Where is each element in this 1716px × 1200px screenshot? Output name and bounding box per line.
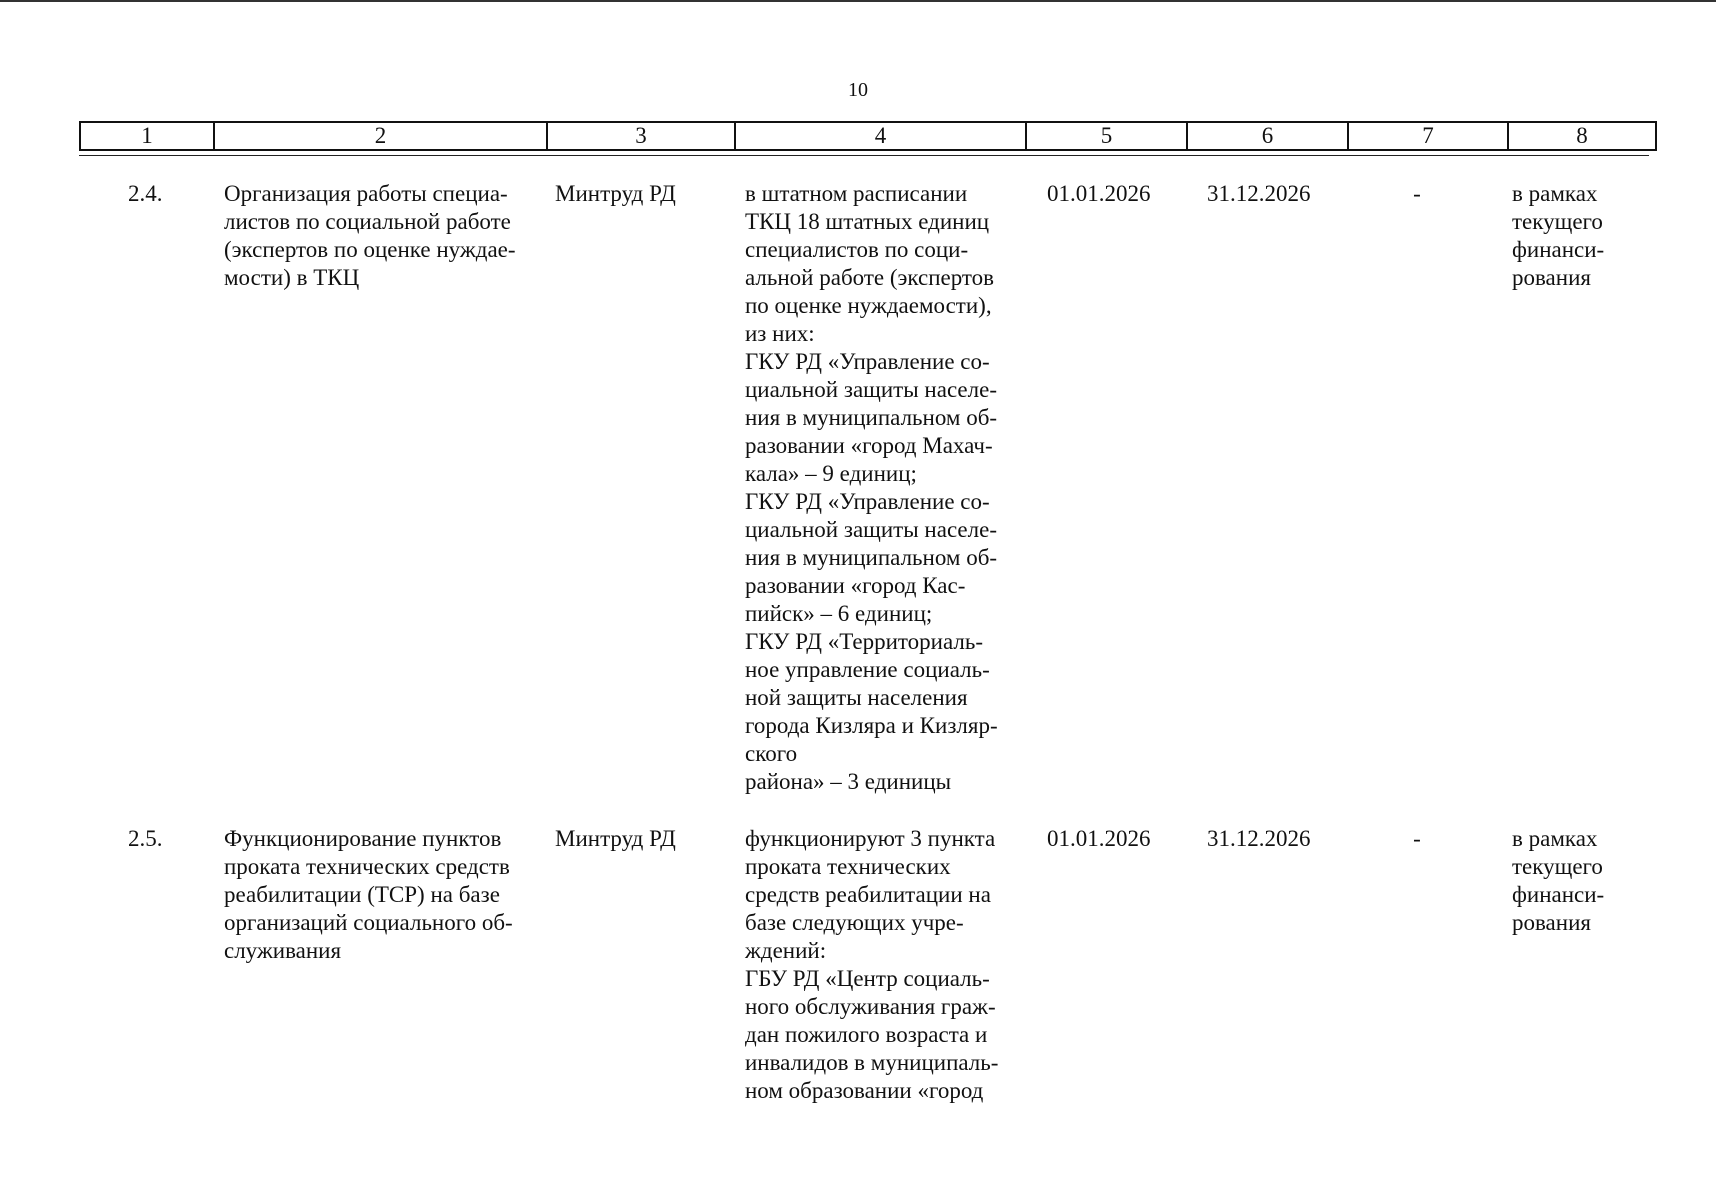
top-scan-edge xyxy=(0,0,1716,2)
financing-text: в рамках текущего финанси- рования xyxy=(1512,826,1605,935)
header-underline xyxy=(79,155,1649,156)
end-date: 31.12.2026 xyxy=(1207,181,1311,206)
start-date: 01.01.2026 xyxy=(1047,826,1151,851)
responsible-text: Минтруд РД xyxy=(555,826,676,851)
activity-text: Организация работы специа- листов по социальной работе (экспертов по оценке нуждае- мости) в ТКЦ xyxy=(224,181,516,290)
start-date: 01.01.2026 xyxy=(1047,181,1151,206)
responsible-text: Минтруд РД xyxy=(555,181,676,206)
header-col-2: 2 xyxy=(214,122,547,150)
header-col-6: 6 xyxy=(1187,122,1348,150)
header-col-5: 5 xyxy=(1026,122,1187,150)
header-col-7: 7 xyxy=(1348,122,1508,150)
header-col-4: 4 xyxy=(735,122,1026,150)
column-7-value: - xyxy=(1413,181,1421,206)
financing-text: в рамках текущего финанси- рования xyxy=(1512,181,1605,290)
header-col-3: 3 xyxy=(547,122,735,150)
row-number: 2.5. xyxy=(128,826,163,851)
result-text: функционируют 3 пункта проката технических средств реабилитации на базе следующих учре- ждений: ГБУ РД «Центр социаль- ного обслуживания граж- дан пожилого возраста и инвалидов в муниципаль- ном образовании «город xyxy=(745,826,999,1103)
row-number: 2.4. xyxy=(128,181,163,206)
header-col-1: 1 xyxy=(80,122,214,150)
column-number-header xyxy=(79,121,1657,151)
result-text: в штатном расписании ТКЦ 18 штатных единиц специалистов по соци- альной работе (экспертов по оценке нуждаемости), из них: ГКУ РД «Управление со- циальной защиты населе- ния в муниципальном об- разовании «город Махач- кала» – 9 единиц; ГКУ РД «Управление со- циальной защиты населе- ния в муниципальном об- разовании «город Кас- пийск» – 6 единиц; ГКУ РД «Территориаль- ное управление социаль- ной защиты населения города Кизляра и Кизляр- ского района» – 3 единицы xyxy=(745,181,998,794)
activity-text: Функционирование пунктов проката технических средств реабилитации (ТСР) на базе организаций социального об- служивания xyxy=(224,826,513,963)
header-col-8: 8 xyxy=(1508,122,1656,150)
end-date: 31.12.2026 xyxy=(1207,826,1311,851)
header-row xyxy=(80,122,1656,150)
column-7-value: - xyxy=(1413,826,1421,851)
page-number: 10 xyxy=(848,79,868,101)
